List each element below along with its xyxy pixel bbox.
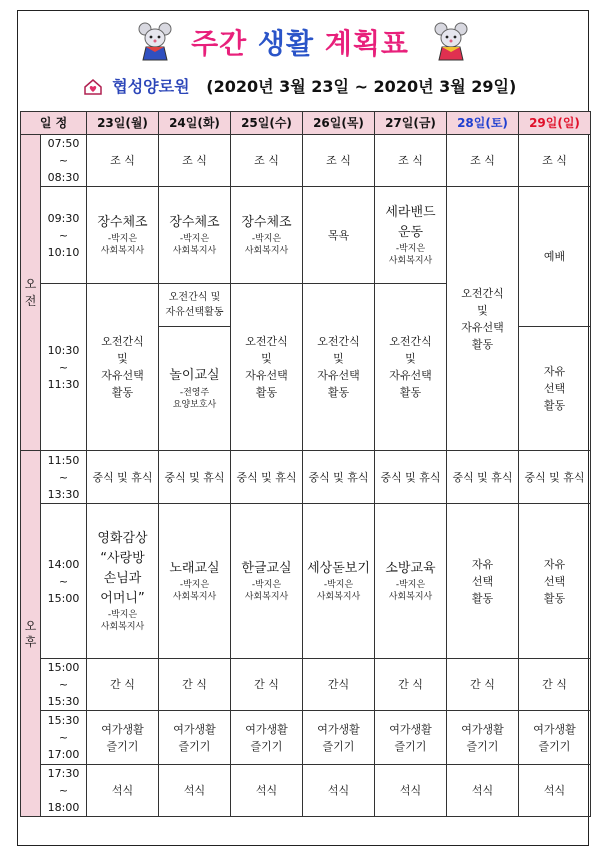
- cell-exercise-tue: 장수체조 -박지은 사회복지사: [159, 187, 231, 284]
- day-header-mon: 23일(월): [87, 112, 159, 135]
- cell-movie-mon: 영화감상 “사랑방 손님과 어머니” -박지은 사회복지사: [87, 504, 159, 659]
- row-afternoon: [21, 504, 591, 659]
- cell-lunch-sun: 중식 및 휴식: [519, 451, 591, 504]
- cell-lunch-wed: 중식 및 휴식: [231, 451, 303, 504]
- time-slot-2: 09:30 ~ 10:10: [41, 187, 87, 284]
- cell-lunch-tue: 중식 및 휴식: [159, 451, 231, 504]
- cell-leisure-tue: 여가생활 즐기기: [159, 711, 231, 765]
- time-slot-1: 07:50 ~ 08:30: [41, 135, 87, 187]
- cell-dinner-fri: 석식: [375, 765, 447, 817]
- cell-am-free-sat: 오전간식 및 자유선택 활동: [447, 187, 519, 451]
- page-title: [0, 22, 600, 62]
- cell-dinner-tue: 석식: [159, 765, 231, 817]
- cell-am-free-tue: 오전간식 및 자유선택활동: [159, 284, 231, 327]
- house-heart-icon: [84, 79, 102, 95]
- cell-fire-fri: 소방교육 -박지은 사회복지사: [375, 504, 447, 659]
- cell-free-pm-sat: 자유 선택 활동: [447, 504, 519, 659]
- cell-dinner-wed: 석식: [231, 765, 303, 817]
- cell-am-free-wed: 오전간식 및 자유선택 활동: [231, 284, 303, 451]
- cell-breakfast-sun: 조 식: [519, 135, 591, 187]
- time-slot-8: 17:30 ~ 18:00: [41, 765, 87, 817]
- cell-dinner-sun: 석식: [519, 765, 591, 817]
- title-word-3: 계획표: [324, 27, 409, 60]
- cell-lunch-thu: 중식 및 휴식: [303, 451, 375, 504]
- day-header-wed: 25일(수): [231, 112, 303, 135]
- cell-dinner-thu: 석식: [303, 765, 375, 817]
- cell-snack-mon: 간 식: [87, 659, 159, 711]
- cell-breakfast-fri: 조 식: [375, 135, 447, 187]
- header-schedule-label: 일 정: [21, 112, 87, 135]
- cell-breakfast-tue: 조 식: [159, 135, 231, 187]
- org-name: 협성양로원: [112, 77, 190, 96]
- cell-world-thu: 세상돋보기 -박지은 사회복지사: [303, 504, 375, 659]
- time-slot-7: 15:30 ~ 17:00: [41, 711, 87, 765]
- cell-snack-tue: 간 식: [159, 659, 231, 711]
- cell-lunch-fri: 중식 및 휴식: [375, 451, 447, 504]
- cell-leisure-sun: 여가생활 즐기기: [519, 711, 591, 765]
- cell-leisure-thu: 여가생활 즐기기: [303, 711, 375, 765]
- day-header-thu: 26일(목): [303, 112, 375, 135]
- cell-breakfast-thu: 조 식: [303, 135, 375, 187]
- cell-breakfast-mon: 조 식: [87, 135, 159, 187]
- title-word-2: 생활: [257, 27, 315, 60]
- cell-snack-thu: 간식: [303, 659, 375, 711]
- cell-lunch-sat: 중식 및 휴식: [447, 451, 519, 504]
- cell-exercise-mon: 장수체조 -박지은 사회복지사: [87, 187, 159, 284]
- cell-am-free-fri: 오전간식 및 자유선택 활동: [375, 284, 447, 451]
- cell-free-pm-sun: 자유 선택 활동: [519, 504, 591, 659]
- subtitle: [0, 74, 600, 97]
- day-header-tue: 24일(화): [159, 112, 231, 135]
- day-header-sat: 28일(토): [447, 112, 519, 135]
- row-lunch: [21, 451, 591, 504]
- time-slot-5: 14:00 ~ 15:00: [41, 504, 87, 659]
- cell-hangul-wed: 한글교실 -박지은 사회복지사: [231, 504, 303, 659]
- time-slot-4: 11:50 ~ 13:30: [41, 451, 87, 504]
- title-word-1: 주간: [191, 27, 248, 60]
- cell-breakfast-sat: 조 식: [447, 135, 519, 187]
- cell-bath-thu: 목욕: [303, 187, 375, 284]
- cell-snack-sun: 간 식: [519, 659, 591, 711]
- cell-snack-fri: 간 식: [375, 659, 447, 711]
- cell-am-free-thu: 오전간식 및 자유선택 활동: [303, 284, 375, 451]
- cell-leisure-mon: 여가생활 즐기기: [87, 711, 159, 765]
- cell-song-tue: 노래교실 -박지은 사회복지사: [159, 504, 231, 659]
- row-dinner: [21, 765, 591, 817]
- cell-dinner-mon: 석식: [87, 765, 159, 817]
- cell-leisure-sat: 여가생활 즐기기: [447, 711, 519, 765]
- cell-free-sun: 자유 선택 활동: [519, 327, 591, 451]
- cell-leisure-fri: 여가생활 즐기기: [375, 711, 447, 765]
- header-row: [21, 112, 591, 135]
- cell-breakfast-wed: 조 식: [231, 135, 303, 187]
- cell-lunch-mon: 중식 및 휴식: [87, 451, 159, 504]
- cell-play-tue: 놀이교실 -전영주 요양보호사: [159, 327, 231, 451]
- day-header-fri: 27일(금): [375, 112, 447, 135]
- section-am: 오 전: [21, 135, 41, 451]
- row-breakfast: [21, 135, 591, 187]
- time-slot-6: 15:00 ~ 15:30: [41, 659, 87, 711]
- schedule-period: (2020년 3월 23일 ~ 2020년 3월 29일): [206, 77, 517, 96]
- cell-leisure-wed: 여가생활 즐기기: [231, 711, 303, 765]
- section-pm: 오 후: [21, 451, 41, 817]
- time-slot-3: 10:30 ~ 11:30: [41, 284, 87, 451]
- cell-snack-wed: 간 식: [231, 659, 303, 711]
- cell-snack-sat: 간 식: [447, 659, 519, 711]
- cell-theraband-fri: 세라밴드 운동 -박지은 사회복지사: [375, 187, 447, 284]
- cell-exercise-wed: 장수체조 -박지은 사회복지사: [231, 187, 303, 284]
- cell-am-free-mon: 오전간식 및 자유선택 활동: [87, 284, 159, 451]
- row-snack: [21, 659, 591, 711]
- row-leisure: [21, 711, 591, 765]
- cell-dinner-sat: 석식: [447, 765, 519, 817]
- row-morning-1: [21, 187, 591, 284]
- cell-worship-sun: 예배: [519, 187, 591, 327]
- day-header-sun: 29일(일): [519, 112, 591, 135]
- weekly-schedule-table: [20, 111, 591, 817]
